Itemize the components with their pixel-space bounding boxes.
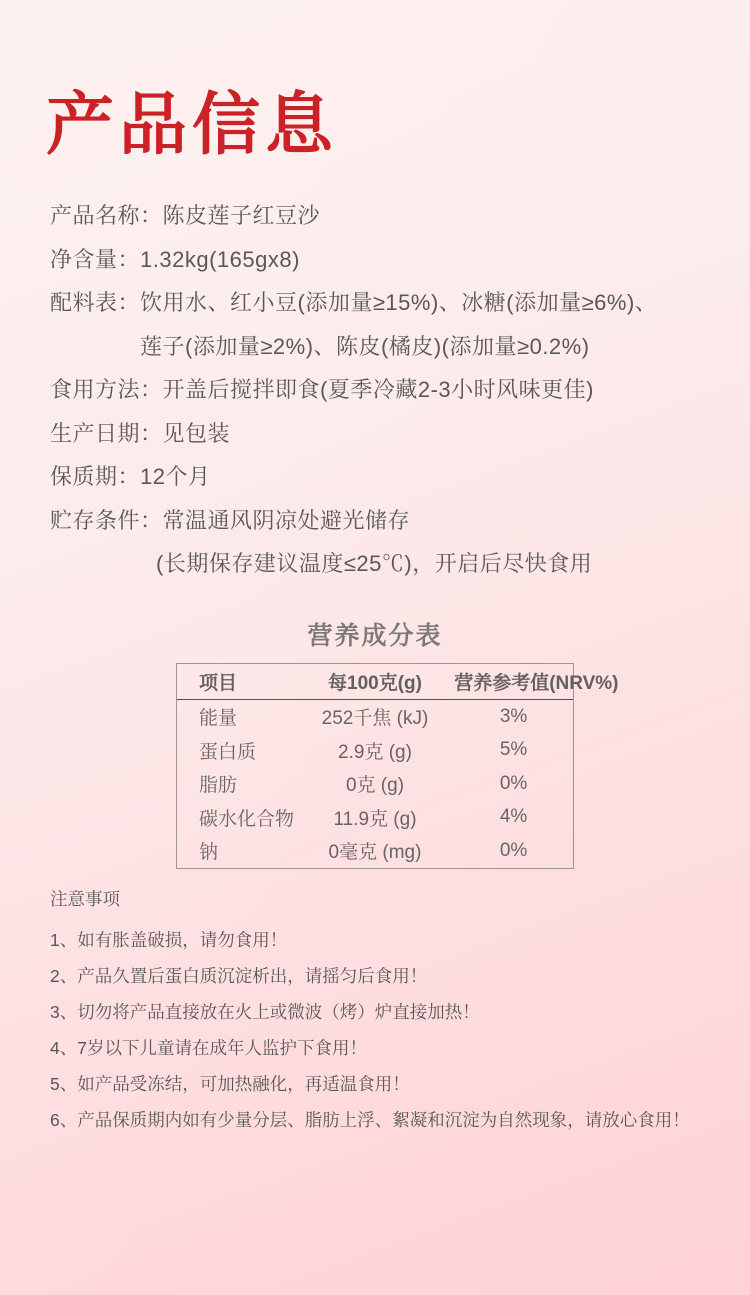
detail-value: 陈皮莲子红豆沙 [162, 203, 321, 228]
nutrient-amount: 11.9克 (g) [333, 808, 417, 830]
detail-value: 见包装 [162, 420, 231, 446]
detail-label: 保质期： [50, 464, 141, 489]
detail-shelf-life [50, 455, 712, 499]
detail-label: 净含量： [50, 246, 141, 272]
nutrient-name: 脂肪 [199, 775, 238, 797]
notes-section [50, 888, 710, 1138]
product-details [50, 194, 712, 586]
nutrition-header-row [177, 664, 619, 700]
detail-ingredients-continued: 莲子(添加量≥2%)、陈皮(橘皮)(添加量≥0.2%) [140, 333, 590, 359]
nutrient-amount: 252千焦 (kJ) [321, 708, 429, 730]
note-item-6: 6、产品保质期内如有少量分层、脂肪上浮、絮凝和沉淀为自然现象，请放心食用！ [50, 1110, 690, 1130]
notes-title: 注意事项 [50, 889, 120, 909]
page-title: 产品信息 [46, 87, 339, 163]
detail-label: 产品名称： [50, 203, 163, 228]
detail-storage-conditions [50, 499, 712, 543]
detail-ingredients [50, 281, 712, 325]
detail-net-content [50, 238, 712, 282]
detail-value: 常温通风阴凉处避光储存 [162, 507, 411, 533]
nutrient-name: 能量 [199, 708, 238, 730]
note-item-2: 2、产品久置后蛋白质沉淀析出，请摇匀后食用！ [50, 966, 428, 986]
nutrient-amount: 0毫克 (mg) [328, 842, 422, 864]
table-row-protein [177, 734, 573, 768]
detail-label: 食用方法： [50, 377, 163, 402]
nutrient-name: 钠 [199, 842, 219, 864]
detail-value: 饮用水、红小豆(添加量≥15%)、冰糖(添加量≥6%)、 [140, 290, 658, 315]
column-header-item: 项目 [199, 673, 238, 694]
nutrient-name: 蛋白质 [199, 741, 257, 763]
nutrient-amount: 2.9克 (g) [338, 741, 412, 763]
column-header-nrv: 营养参考值(NRV%) [454, 673, 619, 694]
note-item-4: 4、7岁以下儿童请在成年人监护下食用！ [50, 1038, 367, 1058]
nutrient-nrv: 5% [499, 739, 528, 761]
note-item-3: 3、切勿将产品直接放在火上或微波（烤）炉直接加热！ [50, 1002, 480, 1022]
table-row-carbohydrate [177, 801, 573, 835]
detail-production-date [50, 412, 712, 456]
table-row-fat [177, 767, 573, 801]
nutrient-nrv: 0% [499, 839, 528, 861]
detail-label: 生产日期： [50, 420, 163, 446]
note-item-1: 1、如有胀盖破损，请勿食用！ [50, 930, 288, 950]
detail-serving-method [50, 368, 712, 412]
detail-product-name [50, 194, 712, 238]
detail-label: 配料表： [50, 290, 141, 315]
nutrient-name: 碳水化合物 [199, 808, 295, 830]
nutrition-table [176, 663, 619, 869]
note-item-5: 5、如产品受冻结，可加热融化，再适温食用！ [50, 1074, 410, 1094]
nutrient-nrv: 3% [499, 705, 528, 727]
detail-value: 开盖后搅拌即食(夏季冷藏2-3小时风味更佳) [162, 377, 594, 402]
column-header-per-100g: 每100克(g) [328, 673, 422, 694]
table-row-sodium [177, 834, 573, 868]
detail-value: 12个月 [140, 464, 211, 489]
detail-storage-continued: (长期保存建议温度≤25℃)，开启后尽快食用 [156, 551, 593, 576]
nutrient-nrv: 4% [499, 806, 528, 828]
detail-value: 1.32kg(165gx8) [140, 246, 300, 272]
nutrition-table-title: 营养成分表 [307, 622, 443, 650]
table-row-energy [177, 700, 573, 734]
nutrient-nrv: 0% [499, 772, 528, 794]
nutrient-amount: 0克 (g) [345, 775, 405, 797]
detail-label: 贮存条件： [50, 507, 163, 533]
